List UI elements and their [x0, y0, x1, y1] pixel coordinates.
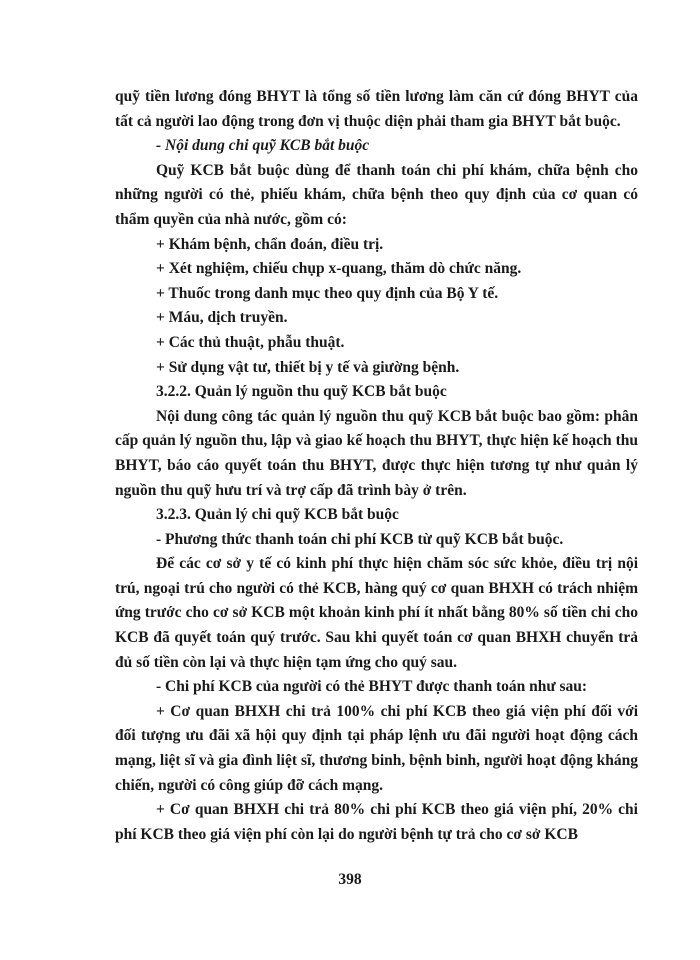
section-heading: - Nội dung chi quỹ KCB bắt buộc — [156, 137, 370, 155]
list-item: + Khám bệnh, chẩn đoán, điều trị. — [156, 235, 384, 253]
paragraph: - Phương thức thanh toán chi phí KCB từ quỹ KCB bắt buộc. — [156, 530, 564, 548]
list-item: + Xét nghiệm, chiếu chụp x-quang, thăm dò chức năng. — [156, 260, 522, 278]
list-item: + Cơ quan BHXH chi trả 80% chi phí KCB theo giá viện phí, 20% chi phí KCB theo giá viện phí còn lại do người bệnh tự trả cho cơ sở KCB — [115, 801, 638, 843]
section-heading: 3.2.3. Quản lý chi quỹ KCB bắt buộc — [156, 506, 399, 524]
list-item: + Sử dụng vật tư, thiết bị y tế và giường bệnh. — [156, 358, 460, 376]
page-number: 398 — [338, 871, 362, 888]
page-body — [115, 85, 638, 847]
paragraph: Để các cơ sở y tế có kinh phí thực hiện chăm sóc sức khỏe, điều trị nội trú, ngoại trú cho người có thẻ KCB, hàng quý cơ quan BHXH có trách nhiệm ứng trước cho cơ sở KCB một khoản kinh phí ít nhất bằng 80% số tiền chi cho KCB đã quyết toán quý trước. Sau khi quyết toán cơ quan BHXH chuyển trả đủ số tiền còn lại và thực hiện tạm ứng cho quý sau. — [115, 555, 638, 671]
section-heading: 3.2.2. Quản lý nguồn thu quỹ KCB bắt buộc — [156, 383, 447, 401]
paragraph: Quỹ KCB bắt buộc dùng để thanh toán chi phí khám, chữa bệnh cho những người có thẻ, phiếu khám, chữa bệnh theo quy định của cơ quan có thẩm quyền của nhà nước, gồm có: — [115, 161, 638, 228]
paragraph: Nội dung công tác quản lý nguồn thu quỹ KCB bắt buộc bao gồm: phân cấp quản lý nguồn thu, lập và giao kế hoạch thu BHYT, thực hiện kế hoạch thu BHYT, báo cáo quyết toán thu BHYT, được thực hiện tương tự như quản lý nguồn thu quỹ hưu trí và trợ cấp đã trình bày ở trên. — [115, 407, 638, 499]
list-item: + Máu, dịch truyền. — [156, 309, 288, 327]
list-item: + Các thủ thuật, phẫu thuật. — [156, 333, 345, 351]
list-item: + Thuốc trong danh mục theo quy định của Bộ Y tế. — [156, 284, 499, 302]
paragraph: - Chi phí KCB của người có thẻ BHYT được thanh toán như sau: — [156, 678, 588, 696]
list-item: + Cơ quan BHXH chi trả 100% chi phí KCB theo giá viện phí đối với đối tượng ưu đãi xã hội quy định tại pháp lệnh ưu đãi người hoạt động cách mạng, liệt sĩ và gia đình liệt sĩ, thương binh, bệnh binh, người hoạt động kháng chiến, người có công giúp đỡ cách mạng. — [115, 702, 638, 794]
paragraph: quỹ tiền lương đóng BHYT là tổng số tiền lương làm căn cứ đóng BHYT của tất cả người lao động trong đơn vị thuộc diện phải tham gia BHYT bắt buộc. — [115, 88, 638, 130]
